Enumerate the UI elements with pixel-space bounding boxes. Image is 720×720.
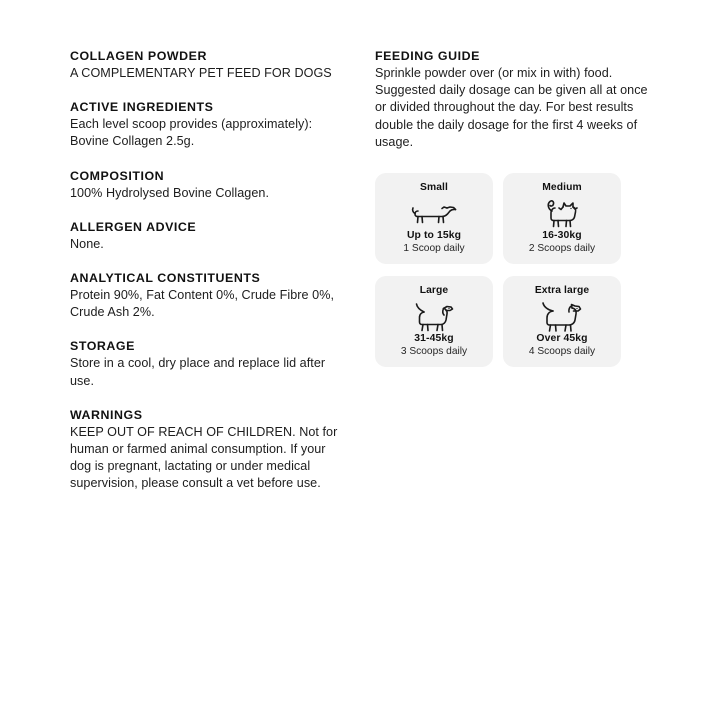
right-column	[375, 48, 655, 367]
section-body: Store in a cool, dry place and replace lid after use.	[70, 356, 326, 388]
product-subtitle: A COMPLEMENTARY PET FEED FOR DOGS	[70, 66, 332, 80]
card-title: Extra large	[534, 285, 590, 297]
section-feeding-guide	[375, 48, 655, 151]
left-column	[70, 48, 350, 493]
feeding-guide-cards	[375, 173, 655, 367]
card-title: Small	[420, 182, 448, 194]
product-name: COLLAGEN POWDER	[70, 49, 207, 63]
feeding-card-small	[375, 173, 493, 264]
section-body: Protein 90%, Fat Content 0%, Crude Fibre 0%, Crude Ash 2%.	[70, 288, 334, 320]
section-body: 100% Hydrolysed Bovine Collagen.	[70, 185, 270, 200]
section-warnings	[70, 407, 350, 493]
section-heading: STORAGE	[70, 339, 135, 354]
card-weight: Over 45kg	[536, 333, 588, 345]
section-storage	[70, 338, 350, 389]
card-title: Medium	[542, 182, 582, 194]
section-body: Each level scoop provides (approximately): Bovine Collagen 2.5g.	[70, 117, 313, 149]
section-body: Sprinkle powder over (or mix in with) food. Suggested daily dosage can be given all at once or divided throughout the day. For best results double the daily dosage for the first 4 weeks of usage.	[375, 66, 648, 149]
retriever-dog-icon	[541, 299, 583, 332]
card-dose: 1 Scoop daily	[403, 243, 465, 255]
card-weight: 16-30kg	[542, 230, 582, 242]
card-weight: Up to 15kg	[406, 230, 462, 242]
card-weight: 31-45kg	[414, 333, 454, 345]
card-dose: 3 Scoops daily	[400, 346, 468, 358]
pointer-dog-icon	[414, 299, 454, 332]
section-heading: COMPOSITION	[70, 168, 165, 183]
section-active-ingredients	[70, 99, 350, 150]
shiba-dog-icon	[544, 196, 580, 229]
section-heading: ACTIVE INGREDIENTS	[70, 100, 214, 115]
content-columns	[70, 48, 650, 493]
section-heading: WARNINGS	[70, 407, 143, 422]
section-allergen-advice	[70, 219, 350, 253]
section-heading: FEEDING GUIDE	[375, 49, 480, 63]
section-analytical-constituents	[70, 270, 350, 321]
product-title-section	[70, 48, 350, 82]
section-composition	[70, 168, 350, 202]
feeding-card-medium	[503, 173, 621, 264]
section-heading: ANALYTICAL CONSTITUENTS	[70, 271, 261, 286]
section-body: KEEP OUT OF REACH OF CHILDREN. Not for human or farmed animal consumption. If your dog is pregnant, lactating or under medical supervision, please consult a vet before use.	[70, 424, 338, 491]
feeding-card-extra-large	[503, 276, 621, 367]
card-title: Large	[419, 285, 449, 297]
section-body: None.	[70, 236, 104, 251]
dachshund-dog-icon	[411, 196, 457, 229]
card-dose: 2 Scoops daily	[528, 243, 596, 255]
feeding-card-large	[375, 276, 493, 367]
section-heading: ALLERGEN ADVICE	[70, 219, 197, 234]
card-dose: 4 Scoops daily	[528, 346, 596, 358]
